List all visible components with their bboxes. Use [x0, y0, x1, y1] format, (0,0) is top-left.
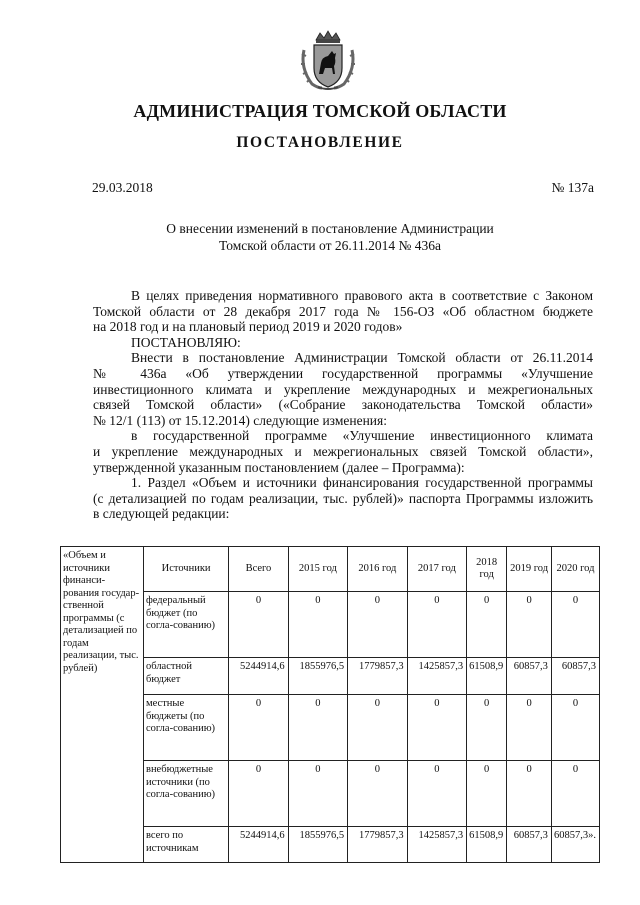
body-line: Внести в постановление Администрации Томской области от 26.11.2014	[131, 350, 593, 366]
document-body	[93, 288, 593, 522]
value-cell: 0	[507, 592, 552, 658]
body-line: инвестиционного климата и укрепление международных и межрегиональных	[93, 381, 593, 397]
value-cell: 0	[229, 695, 288, 761]
value-cell: 60857,3	[507, 658, 552, 695]
body-line: утвержденной указанным постановлением (далее – Программа):	[93, 459, 465, 475]
value-cell: 1855976,5	[288, 658, 347, 695]
column-header: 2018 год	[467, 547, 507, 592]
value-cell: 60857,3	[551, 658, 599, 695]
value-cell: 0	[551, 695, 599, 761]
value-cell: 1425857,3	[407, 658, 466, 695]
program-funding-label: «Объем и источники финанси-рования государ-ственной программы (с детализацией по годам реализации, тыс. рублей)	[61, 547, 144, 863]
body-line: (с детализацией по годам реализации, тыс. рублей)» паспорта Программы изложить	[93, 490, 593, 506]
subject-line: О внесении изменений в постановление Администрации	[166, 221, 494, 236]
body-line: № 12/1 (113) от 15.12.2014) следующие изменения:	[93, 412, 387, 428]
financing-table	[60, 546, 600, 863]
column-header: 2017 год	[407, 547, 466, 592]
column-header: 2020 год	[551, 547, 599, 592]
value-cell: 0	[407, 761, 466, 827]
value-cell: 0	[551, 592, 599, 658]
value-cell: 0	[348, 695, 407, 761]
value-cell: 0	[507, 761, 552, 827]
value-cell: 60857,3	[507, 827, 552, 863]
source-cell: федеральный бюджет (по согла-сованию)	[143, 592, 228, 658]
table-header-row	[61, 547, 600, 592]
body-line: в государственной программе «Улучшение инвестиционного климата	[131, 428, 593, 444]
source-cell: местные бюджеты (по согла-сованию)	[143, 695, 228, 761]
document-subject	[100, 220, 560, 254]
value-cell: 61508,9	[467, 827, 507, 863]
value-cell: 0	[229, 761, 288, 827]
tomsk-coat-of-arms-icon	[298, 30, 358, 92]
column-header: Источники	[143, 547, 228, 592]
value-cell: 5244914,6	[229, 658, 288, 695]
body-line: в следующей редакции:	[93, 506, 230, 522]
value-cell: 1779857,3	[348, 658, 407, 695]
body-line: связей Томской области» («Собрание законодательства Томской области»	[93, 397, 593, 413]
value-cell: 0	[467, 695, 507, 761]
value-cell: 0	[507, 695, 552, 761]
subject-line: Томской области от 26.11.2014 № 436а	[219, 238, 441, 253]
body-line: № 436а «Об утверждении государственной программы «Улучшение	[93, 365, 593, 381]
body-line: 1. Раздел «Объем и источники финансирования государственной программы	[131, 475, 593, 491]
column-header: 2019 год	[507, 547, 552, 592]
body-line: ПОСТАНОВЛЯЮ:	[131, 334, 241, 350]
value-cell: 0	[348, 761, 407, 827]
column-header: 2016 год	[348, 547, 407, 592]
value-cell: 61508,9	[467, 658, 507, 695]
body-line: на 2018 год и на плановый период 2019 и 2020 годов»	[93, 319, 403, 335]
body-line: Томской области от 28 декабря 2017 года № 156-ОЗ «Об областном бюджете	[93, 303, 593, 319]
value-cell: 0	[467, 761, 507, 827]
document-date: 29.03.2018	[92, 180, 153, 195]
body-line: и укрепление международных и межрегиональных связей Томской области»,	[93, 443, 593, 459]
organization-title: АДМИНИСТРАЦИЯ ТОМСКОЙ ОБЛАСТИ	[133, 101, 507, 121]
value-cell: 5244914,6	[229, 827, 288, 863]
value-cell: 60857,3».	[551, 827, 599, 863]
value-cell: 0	[348, 592, 407, 658]
body-line: В целях приведения нормативного правового акта в соответствие с Законом	[131, 288, 593, 303]
source-cell: внебюджетные источники (по согла-сованию)	[143, 761, 228, 827]
column-header: 2015 год	[288, 547, 347, 592]
column-header: Всего	[229, 547, 288, 592]
value-cell: 0	[288, 592, 347, 658]
value-cell: 1779857,3	[348, 827, 407, 863]
value-cell: 0	[467, 592, 507, 658]
document-type: ПОСТАНОВЛЕНИЕ	[236, 134, 404, 151]
source-cell: областной бюджет	[143, 658, 228, 695]
value-cell: 0	[407, 592, 466, 658]
source-cell: всего по источникам	[143, 827, 228, 863]
value-cell: 0	[551, 761, 599, 827]
value-cell: 1855976,5	[288, 827, 347, 863]
value-cell: 0	[229, 592, 288, 658]
value-cell: 0	[288, 695, 347, 761]
value-cell: 0	[288, 761, 347, 827]
value-cell: 1425857,3	[407, 827, 466, 863]
document-number: № 137а	[551, 180, 594, 195]
value-cell: 0	[407, 695, 466, 761]
